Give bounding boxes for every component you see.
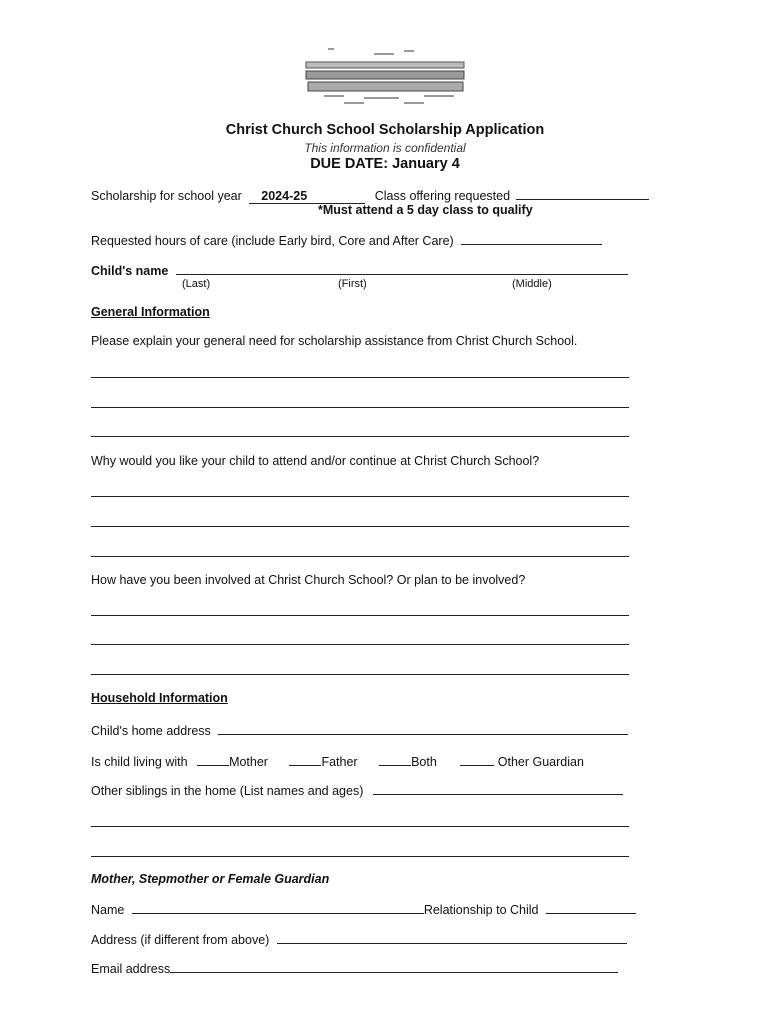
hours-field[interactable]: [461, 233, 602, 245]
mother-email-row: [91, 961, 618, 976]
child-name-row: [91, 263, 628, 278]
father-check-field[interactable]: [289, 754, 321, 766]
due-date: DUE DATE: January 4: [310, 156, 460, 172]
answer-line[interactable]: [91, 615, 629, 616]
other-guardian-check-field[interactable]: [460, 754, 494, 766]
school-year-label: Scholarship for school year: [91, 189, 242, 203]
relationship-label: Relationship to Child: [423, 903, 539, 917]
answer-line[interactable]: [91, 644, 629, 645]
child-name-label: Child's name: [91, 264, 169, 278]
question-involved: How have you been involved at Christ Church School? Or plan to be involved?: [91, 573, 526, 587]
last-name-caption: (Last): [182, 278, 211, 290]
siblings-field[interactable]: [373, 783, 623, 795]
form-title: Christ Church School Scholarship Application: [225, 122, 545, 138]
mother-name-label: Name: [91, 903, 125, 917]
option-both: Both: [411, 755, 437, 769]
attendance-note: *Must attend a 5 day class to qualify: [318, 203, 533, 217]
school-year-field[interactable]: [249, 189, 365, 204]
both-check-field[interactable]: [379, 754, 411, 766]
middle-name-caption: (Middle): [512, 278, 552, 290]
child-name-field[interactable]: [176, 263, 628, 275]
answer-line[interactable]: [91, 826, 629, 827]
mother-email-label: Email address: [91, 962, 171, 976]
household-heading: Household Information: [91, 691, 228, 705]
first-name-caption: (First): [338, 278, 367, 290]
answer-line[interactable]: [91, 674, 629, 675]
answer-line[interactable]: [91, 407, 629, 408]
general-info-heading: General Information: [91, 305, 210, 319]
mother-name-row: [91, 902, 636, 917]
option-father: Father: [321, 755, 358, 769]
mother-address-field[interactable]: [277, 932, 627, 944]
school-year-value: 2024-25: [261, 189, 308, 203]
hours-label: Requested hours of care (include Early bird, Core and After Care): [91, 234, 454, 248]
answer-line[interactable]: [91, 556, 629, 557]
school-year-row: [91, 188, 649, 204]
living-with-row: [91, 754, 584, 769]
home-address-label: Child's home address: [91, 724, 211, 738]
question-attend: Why would you like your child to attend and/or continue at Christ Church School?: [91, 454, 540, 468]
class-offering-label: Class offering requested: [374, 189, 511, 203]
mother-check-field[interactable]: [197, 754, 229, 766]
mother-heading: Mother, Stepmother or Female Guardian: [91, 872, 330, 886]
mother-name-field[interactable]: [132, 902, 424, 914]
siblings-label: Other siblings in the home (List names and ages): [91, 784, 364, 798]
option-other-guardian: Other Guardian: [497, 755, 584, 769]
answer-line[interactable]: [91, 526, 629, 527]
answer-line[interactable]: [91, 377, 629, 378]
answer-line[interactable]: [91, 436, 629, 437]
home-address-field[interactable]: [218, 723, 628, 735]
school-logo: [304, 46, 467, 106]
hours-row: [91, 233, 602, 248]
home-address-row: [91, 723, 628, 738]
answer-line[interactable]: [91, 856, 629, 857]
siblings-row: [91, 783, 623, 798]
living-with-label: Is child living with: [91, 755, 188, 769]
confidential-note: This information is confidential: [304, 141, 466, 155]
relationship-field[interactable]: [546, 902, 636, 914]
mother-address-row: [91, 932, 627, 947]
mother-email-field[interactable]: [170, 961, 618, 973]
question-need: Please explain your general need for scholarship assistance from Christ Church School.: [91, 334, 578, 348]
option-mother: Mother: [229, 755, 268, 769]
answer-line[interactable]: [91, 496, 629, 497]
class-offering-field[interactable]: [516, 188, 649, 200]
mother-address-label: Address (if different from above): [91, 933, 270, 947]
